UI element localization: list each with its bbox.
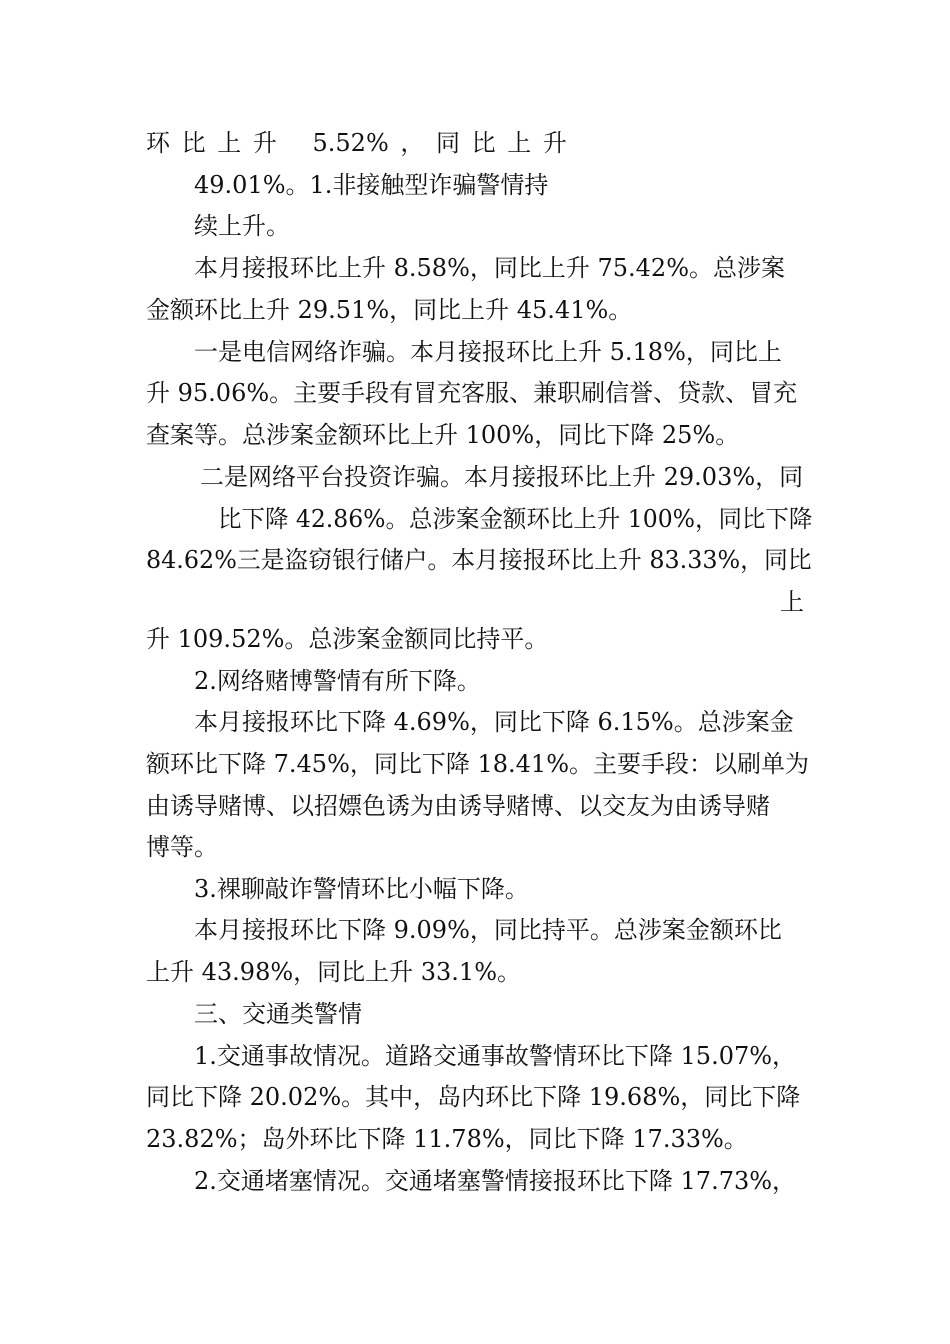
text-line-6: 一是电信网络诈骗。本月接报环比上升 5.18%，同比上 <box>194 338 782 366</box>
text-line-9: 二是网络平台投资诈骗。本月接报环比上升 29.03%，同 <box>200 463 804 491</box>
text-line-13: 升 109.52%。总涉案金额同比持平。 <box>146 625 549 653</box>
text-line-23: 1.交通事故情况。道路交通事故警情环比下降 15.07%， <box>194 1042 797 1070</box>
text-line-21: 上升 43.98%，同比上升 33.1%。 <box>146 958 522 986</box>
text-line-12: 上 <box>780 588 804 616</box>
text-line-15: 本月接报环比下降 4.69%，同比下降 6.15%。总涉案金 <box>194 708 794 736</box>
text-line-14: 2.网络赌博警情有所下降。 <box>194 667 481 695</box>
text-line-4: 本月接报环比上升 8.58%，同比上升 75.42%。总涉案 <box>194 254 786 282</box>
text-line-17: 由诱导赌博、以招嫖色诱为由诱导赌博、以交友为由诱导赌 <box>146 792 770 820</box>
text-line-18: 博等。 <box>146 833 218 861</box>
text-line-11: 84.62%三是盗窃银行储户。本月接报环比上升 83.33%，同比 <box>146 546 812 574</box>
text-line-22: 三、交通类警情 <box>194 1000 362 1028</box>
text-line-10: 比下降 42.86%。总涉案金额环比上升 100%，同比下降 <box>218 505 813 533</box>
text-line-26: 2.交通堵塞情况。交通堵塞警情接报环比下降 17.73%， <box>194 1167 797 1195</box>
text-line-16: 额环比下降 7.45%，同比下降 18.41%。主要手段：以刷单为 <box>146 750 810 778</box>
text-line-24: 同比下降 20.02%。其中，岛内环比下降 19.68%，同比下降 <box>146 1083 801 1111</box>
text-line-7: 升 95.06%。主要手段有冒充客服、兼职刷信誉、贷款、冒充 <box>146 379 798 407</box>
text-line-3: 续上升。 <box>194 212 290 240</box>
text-line-8: 查案等。总涉案金额环比上升 100%，同比下降 25%。 <box>146 421 740 449</box>
text-line-2: 49.01%。1.非接触型诈骗警情持 <box>194 171 549 199</box>
text-line-19: 3.裸聊敲诈警情环比小幅下降。 <box>194 875 529 903</box>
text-line-20: 本月接报环比下降 9.09%，同比持平。总涉案金额环比 <box>194 916 782 944</box>
text-line-5: 金额环比上升 29.51%，同比上升 45.41%。 <box>146 296 633 324</box>
text-line-25: 23.82%；岛外环比下降 11.78%，同比下降 17.33%。 <box>146 1125 748 1153</box>
text-line-1: 环 比 上 升 5.52% ， 同 比 上 升 <box>146 129 567 157</box>
